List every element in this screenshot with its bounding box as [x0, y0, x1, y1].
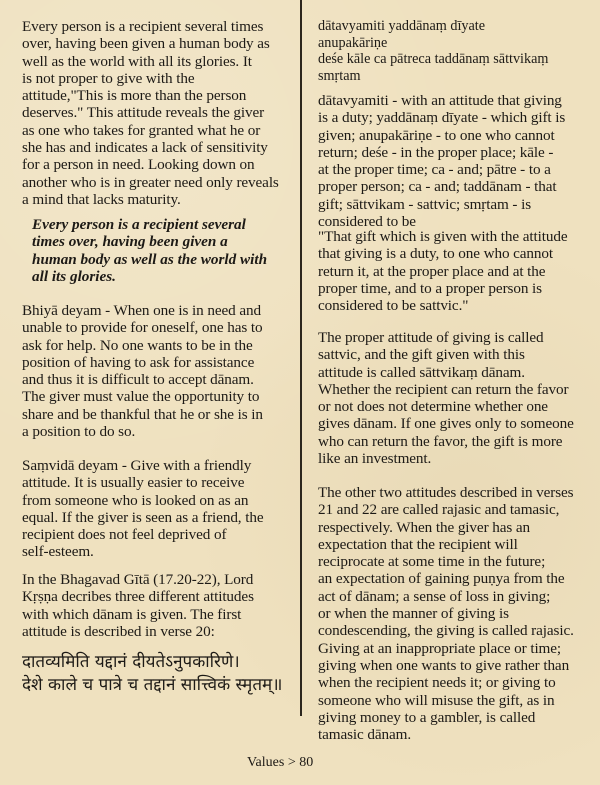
word-meanings: dātavyamiti - with an attitude that giving is a duty; yaddānaṃ dīyate - which gift is given; anupakāriṇe - to one who cannot return; deśe - in the proper place; kāle - at the proper time; ca - and; pātre - to a proper person; ca - and; taddānam - that gift; sāttvikam - sattvic; smṛtam - is considered to be [318, 92, 566, 231]
left-paragraph-4: In the Bhagavad Gītā (17.20-22), Lord Kṛṣṇa decribes three different attitudes with which dānam is given. The first attitude is described in verse 20: [22, 571, 254, 640]
left-paragraph-1: Every person is a recipient several times over, having been given a human body as well as the world with all its glories. It is not proper to give with the attitude,"This is more than the person deserves." This attitude reveals the giver as one who takes for granted what he or she has and indicates a lack of sensitivity for a person in need. Looking down on another who is in greater need only reveals a mind that lacks maturity. [22, 18, 279, 208]
transliteration: dātavyamiti yaddānaṃ dīyate anupakāriṇe deśe kāle ca pātreca taddānaṃ sāttvikaṃ smṛtam [318, 18, 549, 84]
right-paragraph-1: The proper attitude of giving is called sattvic, and the gift given with this attitude is called sāttvikaṃ dānam. Whether the recipient can return the favor or not does not determine whether one gives dānam. If one gives only to someone who can return the favor, the gift is more like an investment. [318, 329, 574, 468]
sanskrit-verse: दातव्यमिति यद्दानं दीयतेऽनुपकारिणे। देशे काले च पात्रे च तद्दानं सात्त्विकं स्मृतम्॥ [22, 652, 283, 695]
translation: "That gift which is given with the attitude that giving is a duty, to one who cannot return it, at the proper place and at the proper time, and to a proper person is considered to be sattvic." [318, 228, 568, 315]
right-paragraph-2: The other two attitudes described in verses 21 and 22 are called rajasic and tamasic, respectively. When the giver has an expectation that the recipient will reciprocate at some time in the future; an expectation of gaining puṇya from the act of dānam; a sense of loss in giving; or when the manner of giving is condescending, the giving is called rajasic. Giving at an inappropriate place or time; giving when one wants to give rather than when the recipient needs it; or giving to someone who will misuse the gift, as in giving money to a gambler, is called tamasic dānam. [318, 484, 574, 744]
left-paragraph-3: Saṃvidā deyam - Give with a friendly attitude. It is usually easier to receive from someone who is looked on as an equal. If the giver is seen as a friend, the recipient does not feel deprived of self-esteem. [22, 457, 264, 561]
page-footer: Values > 80 [247, 755, 314, 770]
column-divider [300, 0, 302, 716]
left-paragraph-2: Bhiyā deyam - When one is in need and unable to provide for oneself, one has to ask for help. No one wants to be in the position of having to ask for assistance and thus it is difficult to accept dānam. The giver must value the opportunity to share and be thankful that he or she is in a position to do so. [22, 302, 263, 441]
pull-quote: Every person is a recipient several times over, having been given a human body as well as the world with all its glories. [32, 216, 268, 285]
